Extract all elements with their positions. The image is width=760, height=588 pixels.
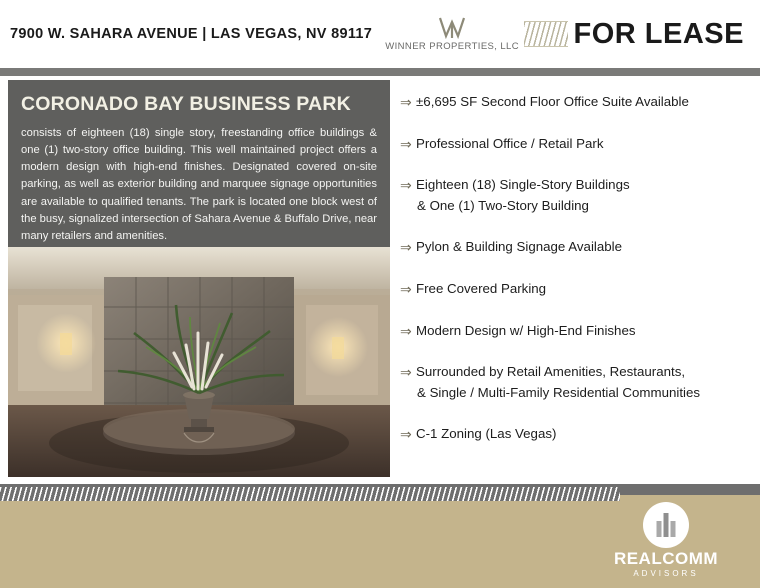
header-address-block [0,26,372,42]
feature-text: ±6,695 SF Second Floor Office Suite Available [416,94,689,109]
list-item [400,92,752,113]
property-description: consists of eighteen (18) single story, freestanding office buildings & one (1) two-story office building. This well maintained project offers a modern design with high-end finishes. Designated covered on-site parking, as well as exterior building and marquee signage opportunities are available to qualified tenants. The park is located one block west of the busy, signalized intersection of Sahara Avenue & Buffalo Drive, near many retailers and amenities. [21,127,377,242]
realcomm-wordmark: REALCOMM [613,549,719,568]
feature-text: Free Covered Parking [416,281,547,297]
realcomm-bars-icon [643,502,689,548]
arrow-icon: ⇒ [400,177,412,194]
page-header [0,0,760,68]
left-white-margin [0,76,8,484]
list-item [400,279,752,300]
property-address: 7900 W. SAHARA AVENUE | LAS VEGAS, NV 89117 [10,26,373,42]
feature-text: Modern Design w/ High-End Finishes [416,322,636,338]
list-item [400,175,752,216]
lobby-photo [8,247,390,477]
arrow-icon: ⇒ [400,281,412,298]
feature-text: Surrounded by Retail Amenities, Restaurants, & Single / Multi-Family Residential Communities [416,364,701,400]
arrow-icon: ⇒ [400,135,412,152]
winner-properties-logo [386,16,518,52]
description-box [8,80,390,259]
left-column [8,80,390,259]
arrow-icon: ⇒ [400,364,412,381]
feature-text: Eighteen (18) Single-Story Buildings & One (1) Two-Story Building [416,177,630,213]
winner-properties-name: WINNER PROPERTIES, LLC [385,41,519,52]
arrow-icon: ⇒ [400,426,412,443]
list-item [400,321,752,342]
realcomm-advisors-logo [586,500,746,580]
arrow-icon: ⇒ [400,94,412,110]
list-item [400,134,752,155]
feature-text: C-1 Zoning (Las Vegas) [416,426,557,442]
header-rule-band [0,68,760,76]
header-rule-inner [0,68,760,76]
arrow-icon: ⇒ [400,322,412,339]
list-item [400,424,752,445]
header-hatch-divider [524,21,567,47]
arrow-icon: ⇒ [400,239,412,256]
property-title: CORONADO BAY BUSINESS PARK [21,93,351,115]
list-item [400,362,752,403]
feature-text: Professional Office / Retail Park [416,135,604,151]
features-list [400,92,752,466]
list-item [400,237,752,258]
for-lease-banner: FOR LEASE [573,17,744,50]
realcomm-subtitle: ADVISORS [633,569,699,578]
feature-text: Pylon & Building Signage Available [416,239,623,255]
winner-properties-w-mark [437,16,467,40]
footer-hatch-divider [0,487,620,501]
